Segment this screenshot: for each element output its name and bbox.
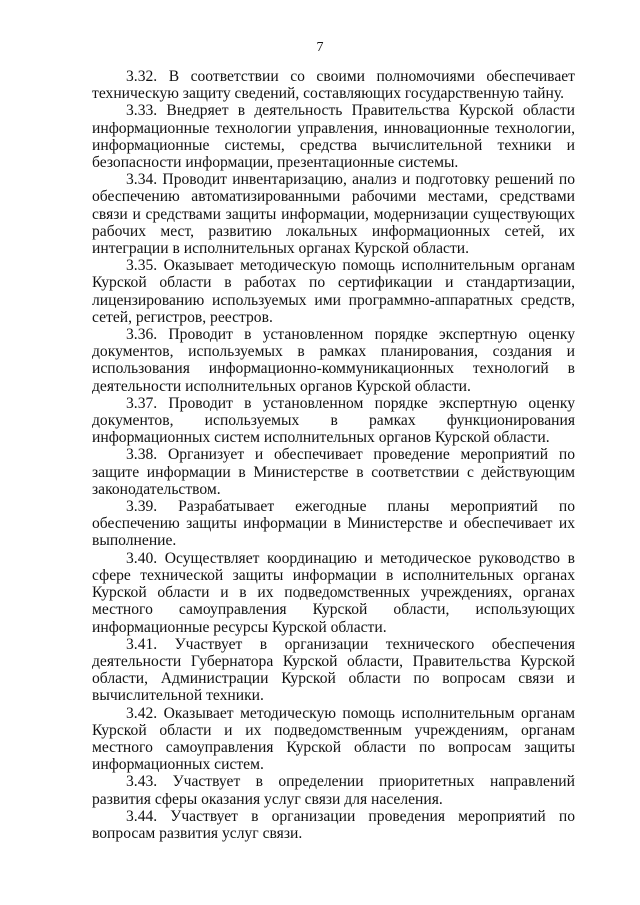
paragraph-3-32: 3.32. В соответствии со своими полномочиями обеспечивает техническую защиту сведений, составляющих государственную тайну. <box>92 68 575 103</box>
paragraph-3-33: 3.33. Внедряет в деятельность Правительства Курской области информационные технологии управления, инновационные технологии, информационные системы, средства вычислительной техники и безопасности информации, презентационные системы. <box>92 102 575 172</box>
paragraph-3-38: 3.38. Организует и обеспечивает проведение мероприятий по защите информации в Министерстве в соответствии с действующим законодательством. <box>92 446 575 498</box>
paragraph-3-37: 3.37. Проводит в установленном порядке экспертную оценку документов, используемых в рамках функционирования информационных систем исполнительных органов Курской области. <box>92 394 575 447</box>
paragraph-3-41: 3.41. Участвует в организации технического обеспечения деятельности Губернатора Курской области, Правительства Курской области, Администрации Курской области по вопросам связи и вычислительной техники. <box>92 635 575 705</box>
paragraph-3-42: 3.42. Оказывает методическую помощь исполнительным органам Курской области и их подведомственным учреждениям, органам местного самоуправления Курской области по вопросам защиты информационных систем. <box>92 704 575 774</box>
paragraph-3-36: 3.36. Проводит в установленном порядке экспертную оценку документов, используемых в рамках планирования, создания и использования информационно-коммуникационных технологий в деятельности исполнительных органов Курской области. <box>92 326 575 395</box>
paragraph-3-44: 3.44. Участвует в организации проведения мероприятий по вопросам развития услуг связи. <box>92 807 575 842</box>
paragraph-3-35: 3.35. Оказывает методическую помощь исполнительным органам Курской области в работах по сертификации и стандартизации, лицензированию используемых ими программно-аппаратных средств, сетей, регистров, реестров. <box>92 257 575 326</box>
page-number: 7 <box>316 40 324 55</box>
paragraph-3-40: 3.40. Осуществляет координацию и методическое руководство в сфере технической защиты информации в исполнительных органах Курской области и в их подведомственных учреждениях, органах местного самоуправления Курской области, использующих информационные ресурсы Курской области. <box>92 549 575 636</box>
paragraph-3-43: 3.43. Участвует в определении приоритетных направлений развития сферы оказания услуг связи для населения. <box>92 773 575 808</box>
paragraph-3-34: 3.34. Проводит инвентаризацию, анализ и подготовку решений по обеспечению автоматизированными рабочими местами, средствами связи и средствами защиты информации, модернизации существующих рабочих мест, развитию локальных информационных сетей, их интеграции в исполнительных органах Курской области. <box>92 171 575 258</box>
document-body <box>92 68 575 842</box>
paragraph-3-39: 3.39. Разрабатывает ежегодные планы мероприятий по обеспечению защиты информации в Министерстве и обеспечивает их выполнение. <box>92 498 575 550</box>
